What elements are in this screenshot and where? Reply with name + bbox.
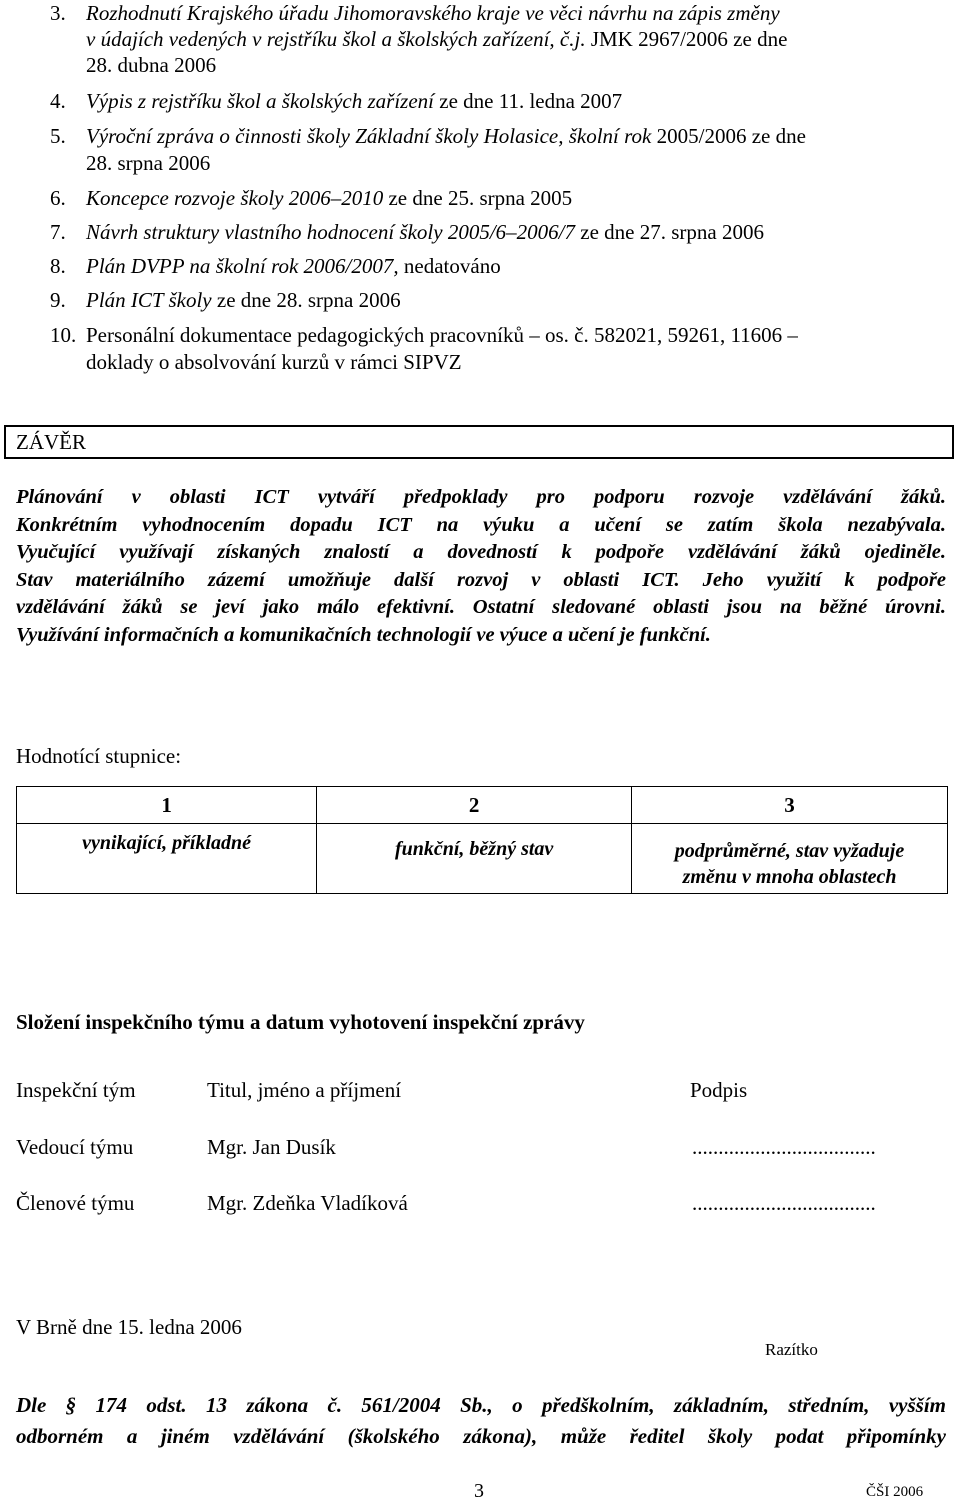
conclusion-text (16, 484, 946, 649)
list-item: 3. Rozhodnutí Krajského úřadu Jihomoravského kraje ve věci návrhu na zápis změny (50, 1, 780, 25)
scale-description: podprůměrné, stav vyžaduje změnu v mnoha oblastech (632, 824, 948, 894)
list-item: 28. dubna 2006 (86, 53, 217, 77)
list-item: 8. Plán DVPP na školní rok 2006/2007, nedatováno (50, 254, 501, 278)
list-item: 6. Koncepce rozvoje školy 2006–2010 ze dne 25. srpna 2005 (50, 186, 573, 210)
team-heading: Složení inspekčního týmu a datum vyhotovení inspekční zprávy (16, 1010, 585, 1034)
signature-line: ................................... (692, 1135, 876, 1159)
scale-description: funkční, běžný stav (317, 824, 632, 894)
legal-note-line: odborném a jiném vzdělávání (školského zákona), může ředitel školy podat připomínky (16, 1424, 946, 1448)
list-item: 5. Výroční zpráva o činnosti školy Základní školy Holasice, školní rok 2005/2006 ze dne (50, 124, 806, 148)
conclusion-line: vzdělávání žáků se jeví jako málo efektivní. Ostatní sledované oblasti jsou na běžné úrovni. (16, 596, 946, 618)
list-item: 10. Personální dokumentace pedagogických pracovníků – os. č. 582021, 59261, 11606 – (50, 323, 798, 347)
team-header: Podpis (690, 1078, 748, 1102)
scale-number: 3 (632, 787, 948, 824)
list-item: 28. srpna 2006 (86, 151, 211, 175)
team-role: Vedoucí týmu (16, 1135, 134, 1159)
rating-scale-table (16, 786, 948, 894)
scale-label: Hodnotící stupnice: (16, 744, 182, 768)
conclusion-line: Stav materiálního zázemí umožňuje další rozvoj v oblasti ICT. Jeho využití k podpoře (16, 568, 946, 591)
list-item: 7. Návrh struktury vlastního hodnocení školy 2005/6–2006/7 ze dne 27. srpna 2006 (50, 220, 764, 244)
legal-note-line: Dle § 174 odst. 13 zákona č. 561/2004 Sb., o předškolním, základním, středním, vyšším (16, 1393, 946, 1417)
conclusion-line: Konkrétním vyhodnocením dopadu ICT na výuku a učení se zatím škola nezabývala. (16, 513, 946, 536)
team-header: Inspekční tým (16, 1078, 136, 1102)
conclusion-line: Vyučující využívají získaných znalostí a dovedností k podpoře vzdělávání žáků ojediněle. (16, 541, 946, 563)
stamp-label: Razítko (765, 1340, 818, 1359)
list-item: doklady o absolvování kurzů v rámci SIPVZ (86, 350, 462, 374)
page-number: 3 (474, 1480, 484, 1502)
signature-line: ................................... (692, 1191, 876, 1215)
team-member-name: Mgr. Jan Dusík (207, 1135, 336, 1159)
scale-number: 1 (17, 787, 317, 824)
list-item: 4. Výpis z rejstříku škol a školských zařízení ze dne 11. ledna 2007 (50, 89, 623, 113)
scale-description: vynikající, příkladné (17, 824, 317, 894)
conclusion-heading-box (4, 425, 954, 459)
org-mark: ČŠI 2006 (866, 1484, 924, 1500)
conclusion-line: Využívání informačních a komunikačních technologií ve výuce a učení je funkční. (16, 623, 711, 646)
place-date: V Brně dne 15. ledna 2006 (16, 1315, 242, 1339)
list-item: 9. Plán ICT školy ze dne 28. srpna 2006 (50, 288, 401, 312)
team-member-name: Mgr. Zdeňka Vladíková (207, 1191, 408, 1215)
legal-note (16, 1390, 946, 1452)
scale-number: 2 (317, 787, 632, 824)
list-item: v údajích vedených v rejstříku škol a školských zařízení, č.j. JMK 2967/2006 ze dne (86, 27, 788, 51)
conclusion-heading: ZÁVĚR (16, 430, 86, 454)
conclusion-line: Plánování v oblasti ICT vytváří předpoklady pro podporu rozvoje vzdělávání žáků. (16, 486, 946, 508)
team-role: Členové týmu (16, 1191, 135, 1215)
team-header: Titul, jméno a příjmení (207, 1078, 402, 1102)
